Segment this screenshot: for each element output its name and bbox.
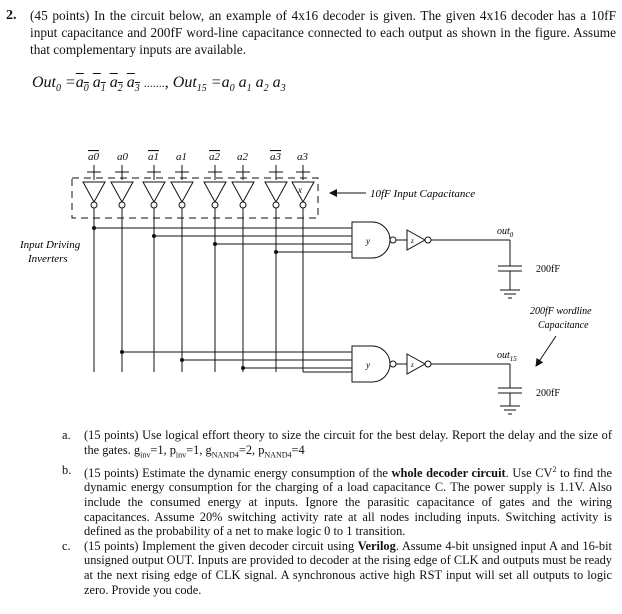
input-a0-bar: a0	[88, 151, 99, 163]
decoder-circuit-diagram	[0, 140, 622, 420]
svg-text:y: y	[366, 360, 370, 370]
vertical-bus-lines	[94, 208, 303, 372]
eq-out0-sub: 0	[56, 83, 61, 95]
part-c: c. (15 points) Implement the given decoder circuit using Verilog. Assume 4-bit unsigned input A and 16-bit unsigned output OUT. Inputs are provided to decoder at the rising edge of CLK and outputs must be ready at the next rising edge of CLK signal. A synchronous active high RST input will set all outputs to logic zero. Provide you code.	[62, 538, 612, 597]
input-a1-bar: a1	[148, 151, 159, 163]
svg-text:z: z	[411, 237, 414, 245]
eq-comma: ,	[164, 74, 169, 91]
part-a: a. (15 points) Use logical effort theory to size the circuit for the best delay. Report the delay and the size of the gates. $g_{inv}=1$, $p_{inv}=1$, $g_{NAND4}=2$, $p_{NAND4}=4$	[62, 428, 612, 460]
out0-label: out$_0$	[497, 226, 514, 239]
input-driving-label-2: Inverters	[28, 253, 68, 265]
part-b: b. (15 points) Estimate the dynamic energy consumption of the whole decoder circuit. Use $CV^2$ to find the dynamic energy consumption for the charging of a load capacitance C. The power supply is 1.1V. Also include the consumed energy at inputs. Ignore the parasitic capacitance of gates and the wiring capacitances. Assume 20% switching activity rate at all nodes including inputs. Switching activity is defined as the probability of a net to make logic 0 to 1 transition.	[62, 462, 612, 539]
load-cap-top: 200fF	[536, 264, 560, 275]
input-a3-bar: a3	[270, 151, 281, 163]
sub-questions	[62, 428, 612, 597]
input-a3: a3	[297, 151, 308, 163]
input-a0: a0	[117, 151, 128, 163]
input-driving-label-1: Input Driving	[20, 239, 81, 251]
nand0-inputs	[94, 228, 352, 252]
input-a2: a2	[237, 151, 248, 163]
wordline-arrow	[536, 336, 556, 366]
question-number: 2.	[6, 8, 17, 23]
input-labels	[88, 151, 309, 163]
out15-label: out$_{15}$	[497, 350, 517, 363]
wordline-label-1: 200fF wordline	[530, 306, 592, 317]
eq-dots: .......	[143, 76, 165, 90]
eq-out15-label: Out	[172, 74, 197, 91]
eq-out15-sub: 15	[196, 83, 207, 95]
input-cap-label: 10fF Input Capacitance	[370, 188, 476, 200]
question-intro	[30, 7, 616, 58]
question-points: (45 points)	[30, 8, 90, 23]
nand15-inputs	[122, 352, 352, 372]
svg-text:y: y	[366, 236, 370, 246]
question-intro-text: In the circuit below, an example of 4x16 decoder is given. The given 4x16 decoder has a 10fF input capacitance and 200fF word-line capacitance connected to each output as shown in the figure. Assume that complementary inputs are available.	[30, 8, 616, 57]
load-cap-bottom: 200fF	[536, 388, 560, 399]
svg-text:z: z	[411, 361, 414, 369]
input-a2-bar: a2	[209, 151, 220, 163]
wordline-label-2: Capacitance	[538, 320, 589, 331]
input-driving-inverters	[83, 182, 314, 208]
input-a1: a1	[176, 151, 187, 163]
buffer-x-label: x	[298, 185, 302, 195]
decoder-equation: $Out_0 =a_0$ $a_1$ $a_2$ $a_3$ ......., $Out_{15} =a_0$ $a_1$ $a_2$ $a_3$	[32, 74, 286, 95]
nand0-input-dots	[92, 226, 278, 254]
eq-out0-label: Out	[32, 74, 56, 91]
